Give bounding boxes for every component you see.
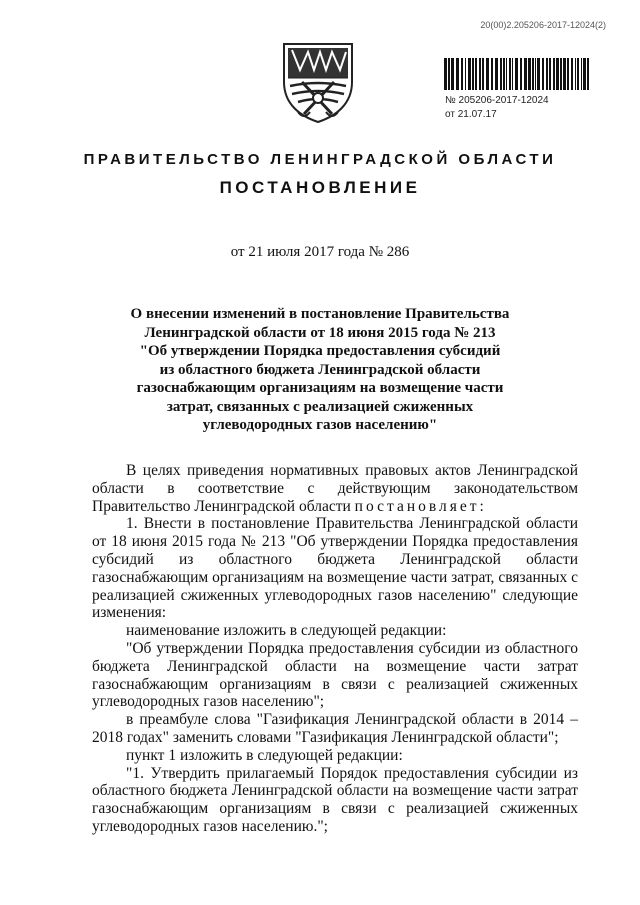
government-name: ПРАВИТЕЛЬСТВО ЛЕНИНГРАДСКОЙ ОБЛАСТИ: [83, 151, 557, 168]
body-paragraph-1: 1. Внести в постановление Правительства Ленинградской области от 18 июня 2015 года № 213 "Об утверждении Порядка предоставления субсидий из областного бюджета Ленинградской области газоснабжающим организациям на возмещение части затрат, связанных с реализацией сжиженных углеводородных газов населению" следующие изменения:: [92, 515, 578, 622]
top-document-code: 20(00)2.205206-2017-12024(2): [480, 20, 606, 30]
body-paragraph-preamble: [92, 462, 578, 515]
subject-line: затрат, связанных с реализацией сжиженных: [166, 398, 474, 415]
registration-date: от 21.07.17: [445, 109, 497, 120]
subject-line: Ленинградской области от 18 июня 2015 года № 213: [144, 324, 496, 341]
document-type: ПОСТАНОВЛЕНИЕ: [219, 178, 421, 197]
subject-line: углеводородных газов населению": [202, 417, 438, 433]
body-paragraph-name-change: наименование изложить в следующей редакции:: [126, 622, 447, 640]
subject-line: газоснабжающим организациям на возмещение части: [136, 380, 504, 396]
document-subject: [110, 305, 530, 435]
coat-of-arms-icon: [280, 40, 356, 124]
decree-date-number: от 21 июля 2017 года № 286: [230, 244, 410, 260]
document-body: [92, 462, 578, 836]
subject-line: из областного бюджета Ленинградской области: [159, 361, 481, 378]
subject-line: О внесении изменений в постановление Правительства: [130, 306, 510, 322]
registration-number: № 205206-2017-12024: [445, 95, 549, 106]
subject-line: "Об утверждении Порядка предоставления субсидий: [139, 343, 501, 359]
body-paragraph-new-name: "Об утверждении Порядка предоставления субсидии из областного бюджета Ленинградской области на возмещение части затрат газоснабжающим организациям в связи с реализацией сжиженных углеводородных газов населению";: [92, 639, 578, 711]
body-paragraph-point1-text: "1. Утвердить прилагаемый Порядок предоставления субсидии из областного бюджета Ленинградской области на возмещение части затрат газоснабжающим организациям в связи с реализацией сжиженных углеводородных газов населению.";: [92, 764, 578, 835]
preamble-text: В целях приведения нормативных правовых актов Ленинградской области в соответствие с действующим законодательством Правительство Ленинградской области: [92, 462, 578, 515]
registration-barcode: [442, 58, 592, 90]
body-paragraph-preamble-change: в преамбуле слова "Газификация Ленинградской области в 2014 – 2018 годах" заменить словами "Газификация Ленинградской области";: [92, 711, 578, 746]
resolves-word: постановляет:: [354, 497, 487, 515]
body-paragraph-point1-change: пункт 1 изложить в следующей редакции:: [126, 746, 403, 764]
